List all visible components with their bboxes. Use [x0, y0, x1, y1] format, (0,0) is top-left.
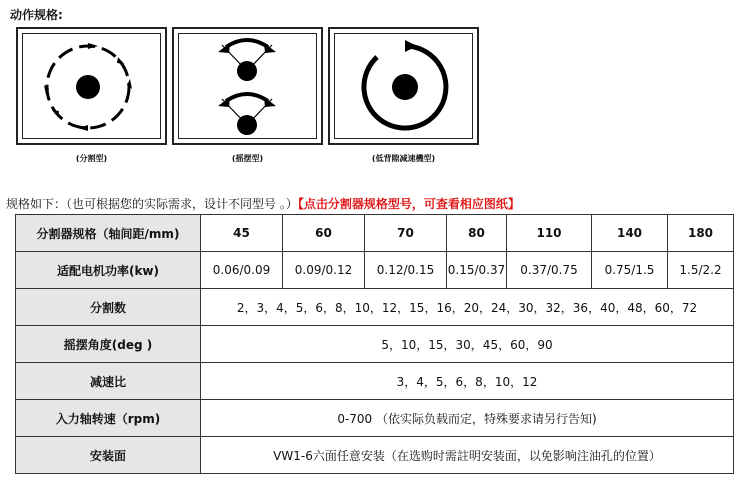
- section-title: 动作规格:: [10, 8, 63, 22]
- power-cell: 0.09/0.12: [283, 252, 365, 289]
- reducer-diagram: [328, 27, 479, 145]
- reducer-caption: (低背隙减速機型): [371, 154, 436, 163]
- model-cell[interactable]: 80: [447, 215, 507, 252]
- table-row: [16, 437, 734, 474]
- ratio-header: 减速比: [16, 363, 201, 400]
- power-cell: 0.12/0.15: [365, 252, 447, 289]
- spec-table: [15, 214, 734, 474]
- divisions-value: 2，3，4，5，6，8，10，12，15，16，20，24，30，32，36，40，48，60，72: [201, 289, 734, 326]
- drawing-link[interactable]: 【点击分割器规格型号，可查看相应图纸】: [297, 197, 520, 211]
- model-cell[interactable]: 110: [507, 215, 592, 252]
- spec-intro-line: [6, 195, 520, 212]
- table-row: [16, 289, 734, 326]
- angle-header: 摇摆角度(deg ): [16, 326, 201, 363]
- model-cell[interactable]: 45: [201, 215, 283, 252]
- continuous-rotation-icon: [330, 29, 481, 147]
- model-cell[interactable]: 180: [668, 215, 734, 252]
- mount-value: VW1-6六面任意安装（在选购时需註明安装面，以免影响注油孔的位置）: [201, 437, 734, 474]
- power-cell: 1.5/2.2: [668, 252, 734, 289]
- model-cell[interactable]: 140: [592, 215, 668, 252]
- power-header: 适配电机功率(kw): [16, 252, 201, 289]
- table-row: [16, 326, 734, 363]
- mount-header: 安装面: [16, 437, 201, 474]
- indexing-diagram: [16, 27, 167, 145]
- oscillating-diagram: [172, 27, 323, 145]
- table-row: [16, 252, 734, 289]
- indexing-caption: (分割型): [75, 154, 108, 163]
- model-header: 分割器规格（轴间距/mm): [16, 215, 201, 252]
- speed-header: 入力轴转速（rpm): [16, 400, 201, 437]
- divisions-header: 分割数: [16, 289, 201, 326]
- angle-value: 5，10，15，30，45，60，90: [201, 326, 734, 363]
- power-cell: 0.37/0.75: [507, 252, 592, 289]
- speed-value: 0-700 （依实际负载而定，特殊要求请另行告知): [201, 400, 734, 437]
- oscillating-caption: (摇摆型): [231, 154, 264, 163]
- table-row: [16, 363, 734, 400]
- power-cell: 0.15/0.37: [447, 252, 507, 289]
- power-cell: 0.75/1.5: [592, 252, 668, 289]
- power-cell: 0.06/0.09: [201, 252, 283, 289]
- table-row: [16, 400, 734, 437]
- model-cell[interactable]: 70: [365, 215, 447, 252]
- spec-intro: 规格如下：（也可根据您的实际需求，设计不同型号 。）: [6, 197, 298, 211]
- table-row: [16, 215, 734, 252]
- indexing-motion-icon: [18, 29, 169, 147]
- oscillating-motion-icon: [174, 29, 325, 147]
- ratio-value: 3，4，5，6，8，10，12: [201, 363, 734, 400]
- model-cell[interactable]: 60: [283, 215, 365, 252]
